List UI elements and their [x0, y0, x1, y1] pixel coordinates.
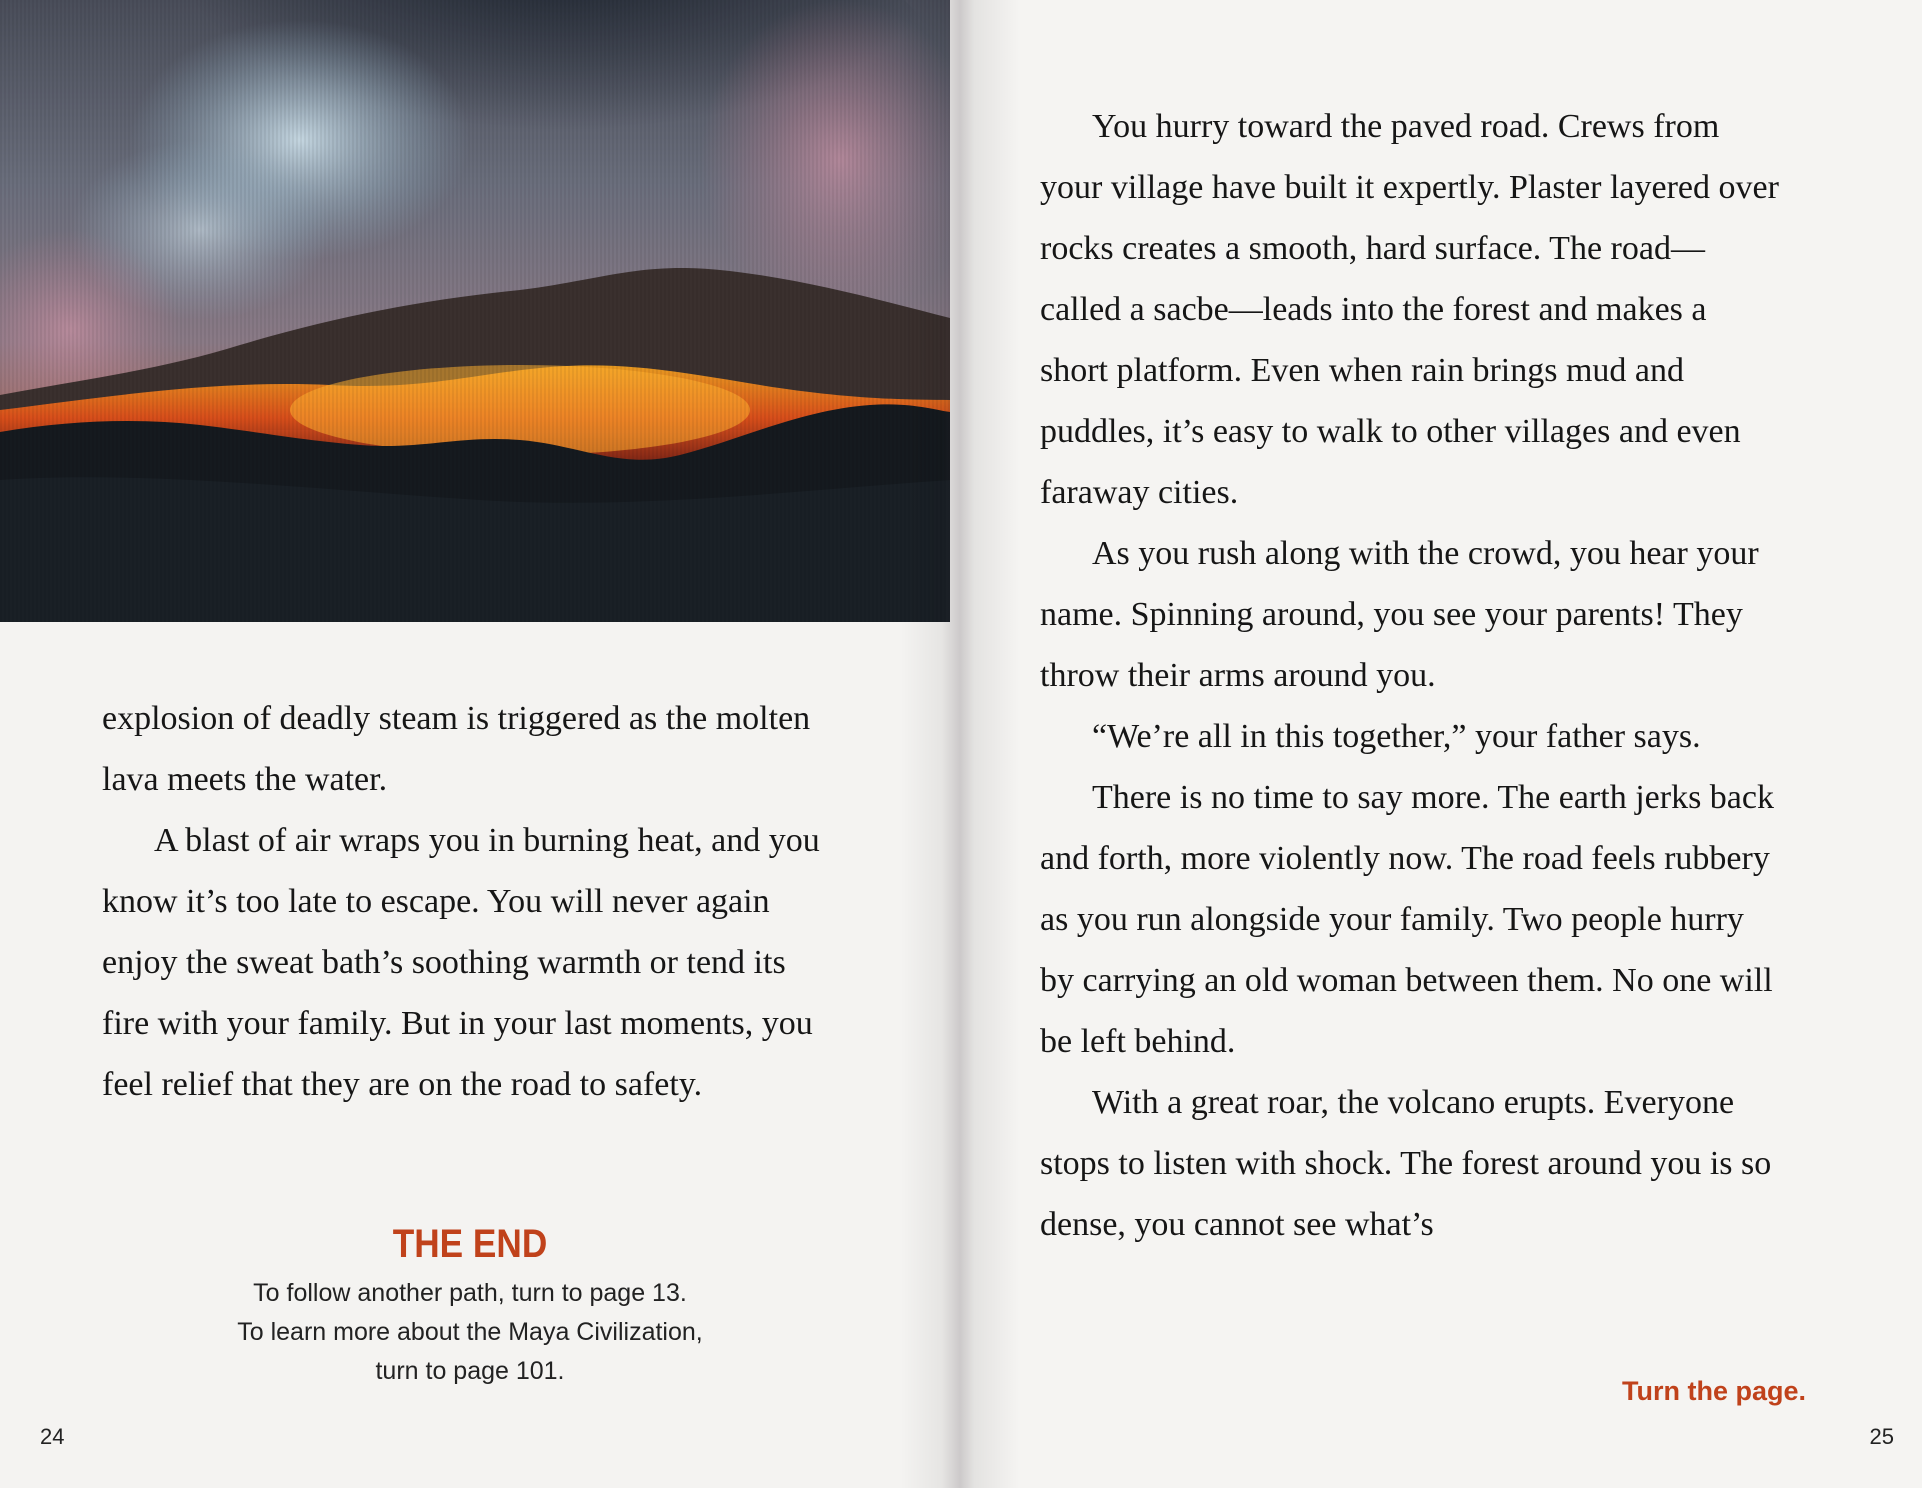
path-notes — [150, 1274, 790, 1391]
turn-the-page-prompt: Turn the page. — [1622, 1376, 1807, 1406]
right-paragraph-2: As you rush along with the crowd, you hear your name. Spinning around, you see your parents! They throw their arms around you. — [1040, 535, 1759, 694]
right-paragraph-3: “We’re all in this together,” your father says. — [1092, 718, 1701, 755]
right-paragraph-1: You hurry toward the paved road. Crews from your village have built it expertly. Plaster layered over rocks creates a smooth, hard surface. The road—called a sacbe—leads into the forest and makes a short platform. Even when rain brings mud and puddles, it’s easy to walk to other villages and even faraway cities. — [1040, 108, 1779, 511]
right-body-text — [1040, 96, 1780, 1255]
path-note-1: To follow another path, turn to page 13. — [253, 1279, 687, 1307]
page-number-left: 24 — [40, 1424, 65, 1449]
left-paragraph-2: A blast of air wraps you in burning heat, and you know it’s too late to escape. You will never again enjoy the sweat bath’s soothing warmth or tend its fire with your family. But in your last moments, you feel relief that they are on the road to safety. — [102, 822, 820, 1103]
path-note-3: turn to page 101. — [375, 1357, 565, 1385]
path-note-2: To learn more about the Maya Civilization, — [237, 1318, 703, 1346]
right-paragraph-4: There is no time to say more. The earth jerks back and forth, more violently now. The road feels rubbery as you run alongside your family. Two people hurry by carrying an old woman between them. No one will be left behind. — [1040, 779, 1774, 1060]
left-page — [0, 0, 950, 1488]
right-page — [950, 0, 1922, 1488]
right-paragraph-5: With a great roar, the volcano erupts. Everyone stops to listen with shock. The forest around you is so dense, you cannot see what’s — [1040, 1084, 1772, 1243]
volcano-photo — [0, 0, 950, 622]
the-end-heading: THE END — [392, 1222, 548, 1266]
left-body-text — [102, 688, 832, 1115]
left-paragraph-1: explosion of deadly steam is triggered as the molten lava meets the water. — [102, 700, 811, 798]
page-number-right: 25 — [1869, 1424, 1894, 1449]
